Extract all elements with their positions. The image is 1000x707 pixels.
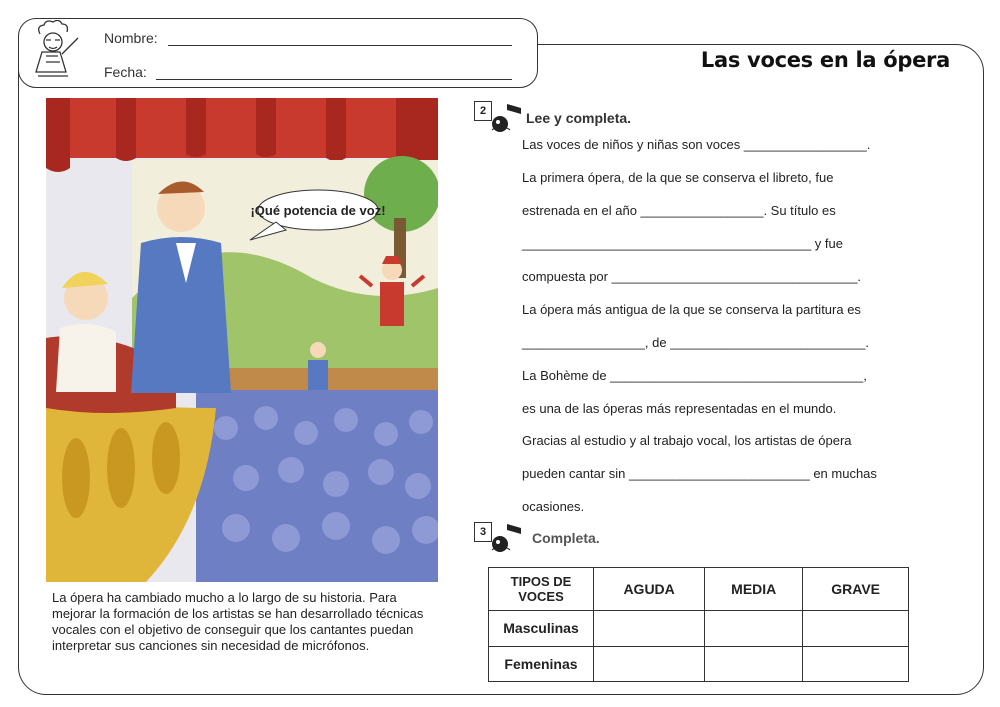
exercise-line[interactable]: Las voces de niños y niñas son voces _________________. bbox=[522, 137, 871, 152]
exercise-line[interactable]: _________________, de ___________________________. bbox=[522, 335, 870, 350]
answer-cell[interactable] bbox=[594, 646, 705, 682]
row-label-femeninas: Femeninas bbox=[489, 646, 594, 682]
name-label: Nombre: bbox=[104, 30, 158, 46]
table-row bbox=[489, 611, 909, 647]
date-label: Fecha: bbox=[104, 64, 147, 80]
exercise-line[interactable]: pueden cantar sin _________________________ en muchas bbox=[522, 466, 877, 481]
page-title: Las voces en la ópera bbox=[700, 48, 950, 72]
answer-cell[interactable] bbox=[705, 646, 803, 682]
exercise-line: ocasiones. bbox=[522, 499, 585, 514]
table-header-row bbox=[489, 568, 909, 611]
speech-bubble-text: ¡Qué potencia de voz! bbox=[250, 203, 386, 218]
exercise-line: La primera ópera, de la que se conserva el libreto, fue bbox=[522, 170, 834, 185]
header-voice-types: TIPOS DE VOCES bbox=[489, 568, 594, 611]
answer-cell[interactable] bbox=[705, 611, 803, 647]
exercise-line: Gracias al estudio y al trabajo vocal, los artistas de ópera bbox=[522, 433, 852, 448]
section-3-number: 3 bbox=[474, 522, 492, 542]
opera-illustration bbox=[46, 98, 438, 582]
music-note-icon bbox=[488, 520, 526, 554]
section-3-title: Completa. bbox=[532, 530, 600, 546]
answer-cell[interactable] bbox=[594, 611, 705, 647]
section-2-title: Lee y completa. bbox=[526, 110, 632, 126]
section-2-number: 2 bbox=[474, 101, 492, 121]
exercise-line: es una de las óperas más representadas en el mundo. bbox=[522, 401, 837, 416]
exercise-line[interactable]: estrenada en el año _________________. Su título es bbox=[522, 203, 836, 218]
table-row bbox=[489, 646, 909, 682]
exercise-line[interactable]: ________________________________________ y fue bbox=[522, 236, 843, 251]
row-label-masculinas: Masculinas bbox=[489, 611, 594, 647]
illustration-caption: La ópera ha cambiado mucho a lo largo de su historia. Para mejorar la formación de los artistas se han desarrollado técnicas vocales con el objetivo de conseguir que los cantantes puedan interpretar sus canciones sin necesidad de micrófonos. bbox=[52, 590, 424, 653]
exercise-line: La ópera más antigua de la que se conserva la partitura es bbox=[522, 302, 861, 317]
exercise-line[interactable]: compuesta por __________________________________. bbox=[522, 269, 862, 284]
answer-cell[interactable] bbox=[803, 646, 909, 682]
voices-table bbox=[488, 567, 909, 682]
exercise-line[interactable]: La Bohème de ___________________________________, bbox=[522, 368, 867, 383]
name-field[interactable] bbox=[168, 45, 512, 46]
student-info-box bbox=[18, 18, 538, 88]
conductor-icon bbox=[26, 20, 86, 82]
header-media: MEDIA bbox=[705, 568, 803, 611]
header-aguda: AGUDA bbox=[594, 568, 705, 611]
answer-cell[interactable] bbox=[803, 611, 909, 647]
header-grave: GRAVE bbox=[803, 568, 909, 611]
date-field[interactable] bbox=[156, 79, 512, 80]
music-note-icon bbox=[488, 100, 526, 134]
